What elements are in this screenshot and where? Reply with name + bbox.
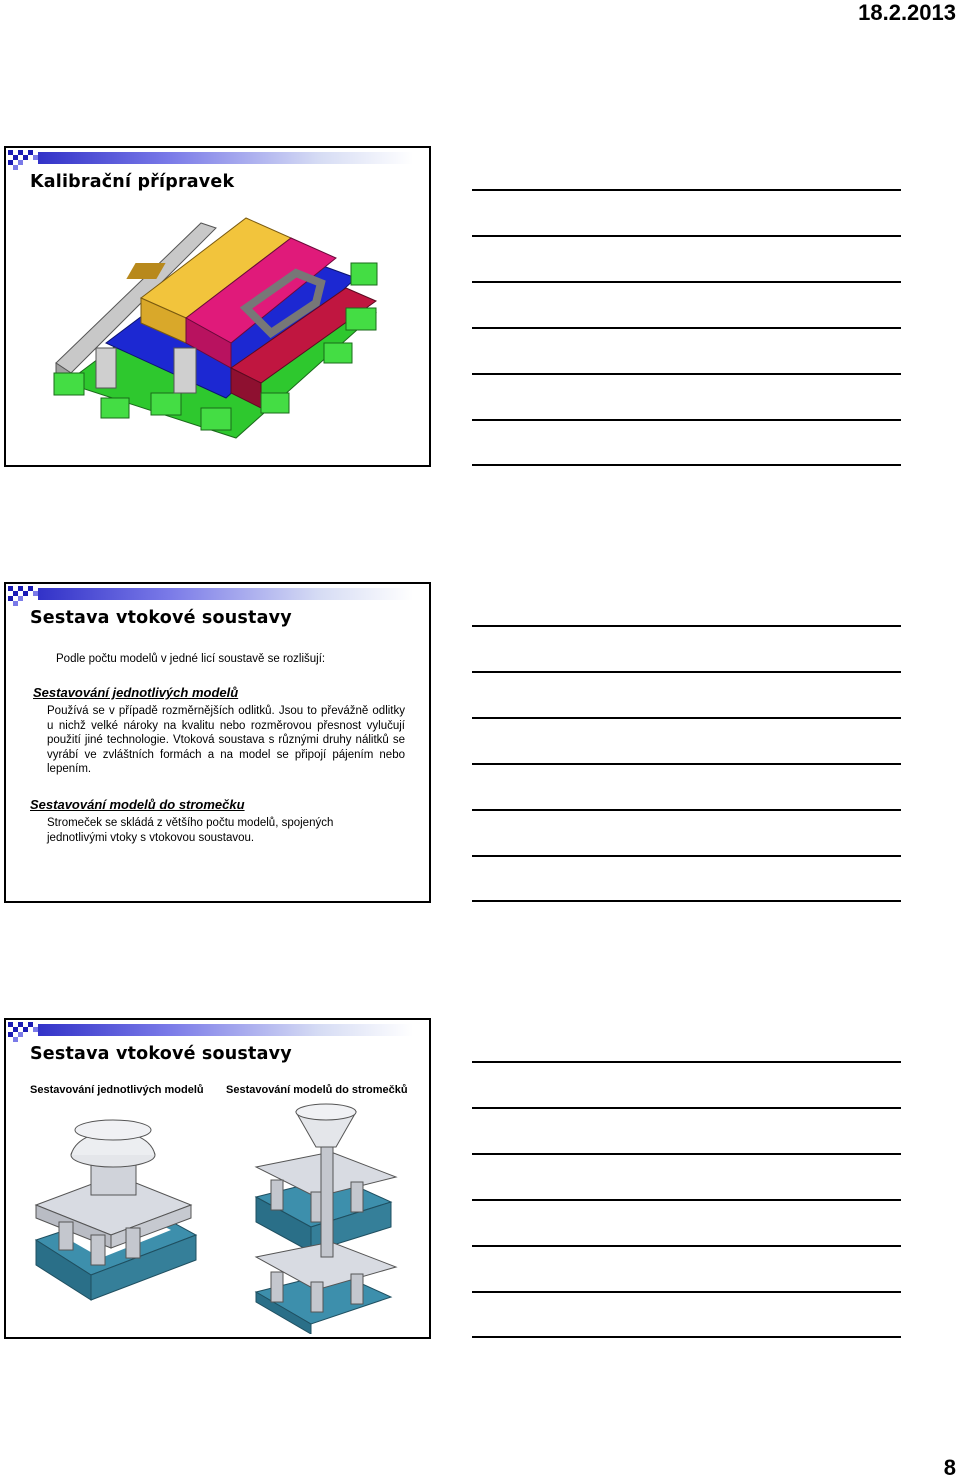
slide-header-decoration bbox=[6, 584, 429, 606]
note-line[interactable] bbox=[472, 281, 901, 283]
note-line[interactable] bbox=[472, 671, 901, 673]
note-line[interactable] bbox=[472, 717, 901, 719]
slide-3 bbox=[4, 1018, 431, 1339]
slide-header-decoration bbox=[6, 1020, 429, 1042]
header-gradient-bar bbox=[38, 1024, 413, 1036]
note-line[interactable] bbox=[472, 189, 901, 191]
note-line[interactable] bbox=[472, 1291, 901, 1293]
note-line[interactable] bbox=[472, 1336, 901, 1338]
slide-title: Sestava vtokové soustavy bbox=[30, 1044, 292, 1064]
tree-assembly-illustration bbox=[251, 1102, 401, 1334]
slide-intro: Podle počtu modelů v jedné licí soustavě se rozlišují: bbox=[56, 653, 326, 665]
calibration-fixture-illustration bbox=[46, 193, 391, 443]
single-model-assembly-illustration bbox=[31, 1110, 211, 1305]
note-line[interactable] bbox=[472, 464, 901, 466]
note-line[interactable] bbox=[472, 327, 901, 329]
note-line[interactable] bbox=[472, 373, 901, 375]
section-text-single-models: Používá se v případě rozměrnějších odlitků. Jsou to převážně odlitky u nichž velké nároky na kvalitu nebo rozměrovou přesnost vylučují použití jiné technologie. Vtoková soustava s různými druhy nálitků se vyrábí ve zvláštních formách a na model se připojí pájením nebo lepením. bbox=[47, 705, 405, 775]
section-heading-single-models: Sestavování jednotlivých modelů bbox=[33, 685, 239, 700]
note-line[interactable] bbox=[472, 419, 901, 421]
note-line[interactable] bbox=[472, 1061, 901, 1063]
slide-1 bbox=[4, 146, 431, 467]
note-line[interactable] bbox=[472, 1107, 901, 1109]
note-line[interactable] bbox=[472, 763, 901, 765]
note-line[interactable] bbox=[472, 1245, 901, 1247]
section-text-tree-models: Stromeček se skládá z většího počtu modelů, spojených jednotlivými vtoky s vtokovou soustavou. bbox=[47, 817, 334, 844]
slide-header-decoration bbox=[6, 148, 429, 170]
note-line[interactable] bbox=[472, 809, 901, 811]
checker-icon bbox=[6, 584, 40, 606]
note-line[interactable] bbox=[472, 235, 901, 237]
note-line[interactable] bbox=[472, 900, 901, 902]
header-date: 18.2.2013 bbox=[858, 0, 956, 25]
caption-tree-models: Sestavování modelů do stromečků bbox=[226, 1084, 408, 1096]
page-number: 8 bbox=[943, 1455, 956, 1480]
slide-title: Sestava vtokové soustavy bbox=[30, 608, 292, 628]
slide-title: Kalibrační přípravek bbox=[30, 172, 235, 192]
header-gradient-bar bbox=[38, 588, 413, 600]
note-line[interactable] bbox=[472, 1199, 901, 1201]
note-line[interactable] bbox=[472, 855, 901, 857]
checker-icon bbox=[6, 148, 40, 170]
section-heading-tree-models: Sestavování modelů do stromečku bbox=[30, 797, 245, 812]
caption-single-models: Sestavování jednotlivých modelů bbox=[30, 1084, 204, 1096]
checker-icon bbox=[6, 1020, 40, 1042]
note-line[interactable] bbox=[472, 625, 901, 627]
note-line[interactable] bbox=[472, 1153, 901, 1155]
header-gradient-bar bbox=[38, 152, 413, 164]
slide-2 bbox=[4, 582, 431, 903]
